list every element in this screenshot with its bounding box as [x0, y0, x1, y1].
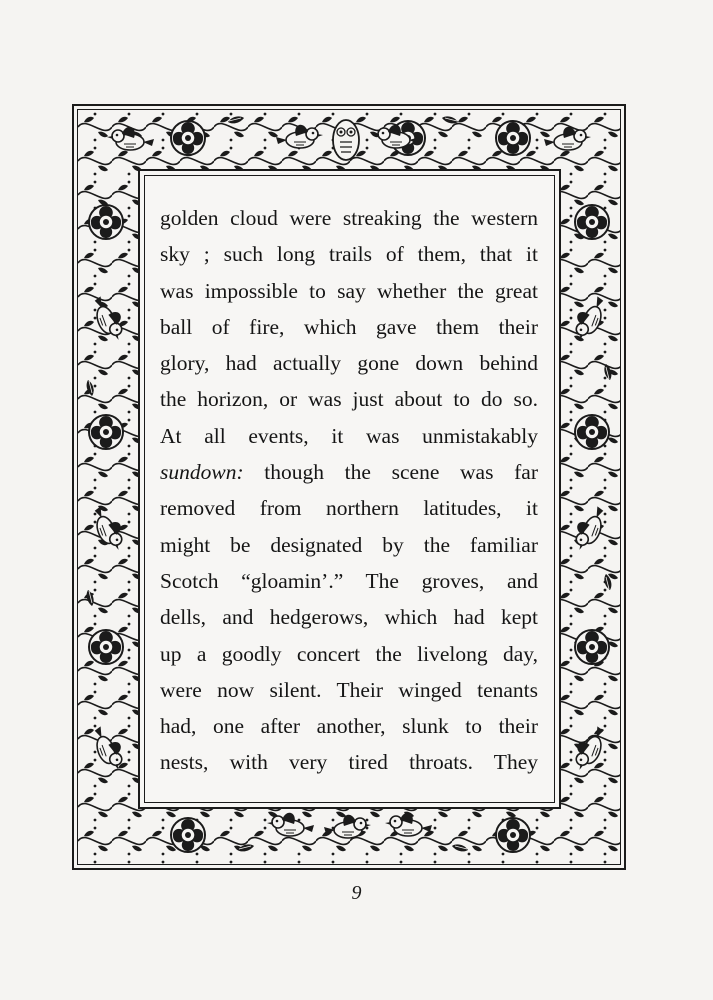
text-segment: nests, with very tired throats. They	[160, 750, 538, 775]
text-line	[160, 490, 538, 526]
text-line	[160, 309, 538, 345]
text-segment: dells, and hedgerows, which had kept	[160, 605, 538, 630]
text-line	[160, 636, 538, 672]
text-segment: though the scene was far	[243, 460, 538, 485]
text-segment: was impossible to say whether the great	[160, 278, 538, 303]
text-line	[160, 563, 538, 599]
text-segment: the horizon, or was just about to do so.	[160, 387, 538, 412]
text-line	[160, 200, 538, 236]
page-number: 9	[351, 882, 362, 904]
text-line	[160, 345, 538, 381]
text-segment: had, one after another, slunk to their	[160, 714, 538, 739]
text-line	[160, 273, 538, 309]
text-segment: might be designated by the familiar	[160, 532, 538, 557]
text-segment: removed from northern latitudes, it	[160, 496, 538, 521]
body-text	[160, 200, 538, 781]
text-line	[160, 527, 538, 563]
text-segment: up a goodly concert the livelong day,	[160, 641, 538, 666]
text-segment: golden cloud were streaking the western	[160, 206, 538, 230]
text-line	[160, 418, 538, 454]
text-segment: ball of fire, which gave them their	[160, 314, 538, 339]
text-line	[160, 599, 538, 635]
text-segment: were now silent. Their winged tenants	[160, 677, 538, 702]
text-line	[160, 708, 538, 744]
text-segment: Scotch “gloamin’.” The groves, and	[160, 568, 538, 593]
italic-text: sundown:	[160, 460, 244, 485]
text-segment: At all events, it was unmistakably	[160, 423, 538, 448]
text-segment: glory, had actually gone down behind	[160, 351, 538, 376]
text-line	[160, 672, 538, 708]
text-line	[160, 744, 538, 780]
text-line	[160, 236, 538, 272]
text-segment: sky ; such long trails of them, that it	[160, 242, 538, 267]
text-line	[160, 381, 538, 417]
text-line	[160, 454, 538, 490]
